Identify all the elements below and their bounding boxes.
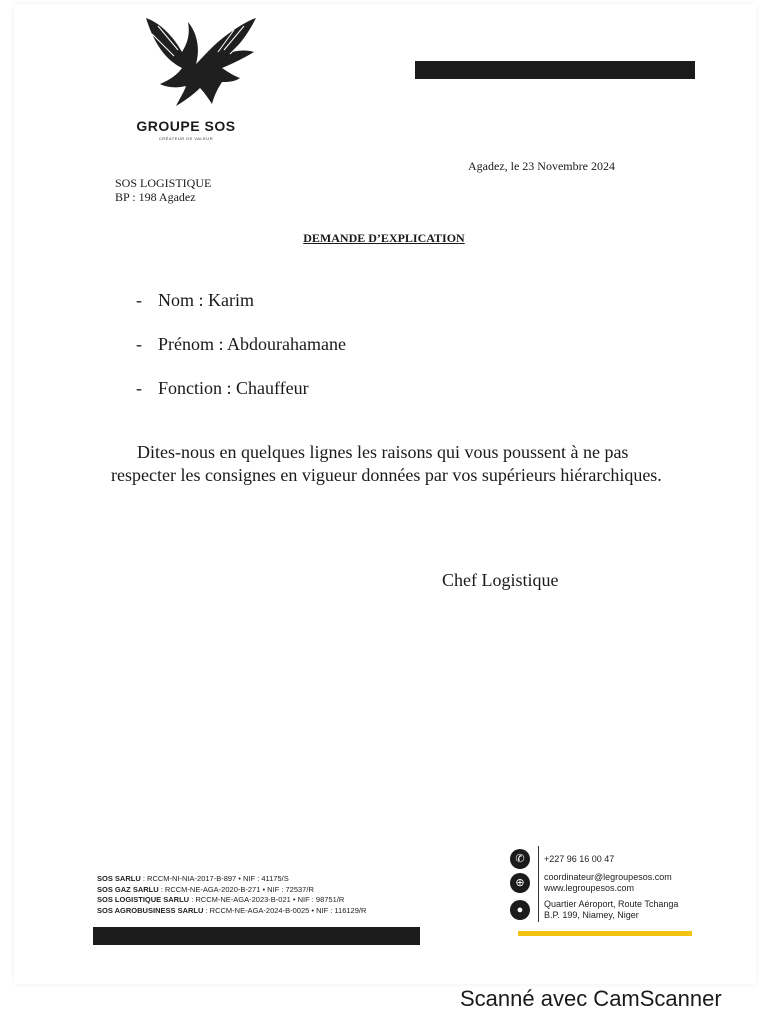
address-line-1: Quartier Aéroport, Route Tchanga xyxy=(544,899,679,909)
header-black-bar xyxy=(415,61,695,79)
field-fonction xyxy=(136,378,346,422)
company-name: SOS AGROBUSINESS SARLU xyxy=(97,905,204,915)
sender-name: SOS LOGISTIQUE xyxy=(115,176,212,190)
field-nom xyxy=(136,290,346,334)
field-text: Nom : Karim xyxy=(158,290,254,310)
company-registrations xyxy=(97,874,366,916)
company-info: : RCCM-NI-NIA-2017-B-897 • NIF : 41175/S xyxy=(142,874,289,883)
eagle-logo-icon xyxy=(138,12,262,116)
company-name: SOS GAZ SARLU xyxy=(97,884,159,894)
phone-icon: ✆ xyxy=(510,849,530,869)
field-dash: - xyxy=(136,334,142,354)
globe-icon: ⊕ xyxy=(510,873,530,893)
brand-name: GROUPE SOS xyxy=(136,118,236,134)
company-line xyxy=(97,874,366,885)
field-dash: - xyxy=(136,290,142,310)
location-pin-icon: ● xyxy=(510,900,530,920)
footer-accent-bar xyxy=(518,931,692,936)
field-text: Prénom : Abdourahamane xyxy=(158,334,346,354)
employee-fields xyxy=(136,290,346,422)
contact-phone xyxy=(510,849,614,869)
email-text: coordinateur@legroupesos.com xyxy=(544,872,672,882)
field-text: Fonction : Chauffeur xyxy=(158,378,309,398)
contact-web xyxy=(510,872,672,894)
company-info: : RCCM-NE-AGA-2023-B-021 • NIF : 98751/R xyxy=(191,895,345,904)
company-line xyxy=(97,906,366,917)
phone-number: +227 96 16 00 47 xyxy=(544,853,615,864)
brand-tagline: CRÉATEUR DE VALEUR xyxy=(158,136,214,141)
field-prenom xyxy=(136,334,346,378)
company-info: : RCCM-NE-AGA-2024-B-0025 • NIF : 116129/R xyxy=(205,905,367,915)
sender-address: BP : 198 Agadez xyxy=(115,190,196,204)
document-title: DEMANDE D’EXPLICATION xyxy=(303,231,465,245)
company-line xyxy=(97,885,366,896)
camscanner-watermark: Scanné avec CamScanner xyxy=(460,986,722,1011)
website-text: www.legroupesos.com xyxy=(544,883,635,893)
contact-address xyxy=(510,899,678,921)
address-line-2: B.P. 199, Niamey, Niger xyxy=(544,910,639,920)
sender-block xyxy=(115,176,211,204)
company-name: SOS LOGISTIQUE SARLU xyxy=(97,895,190,904)
body-paragraph: Dites-nous en quelques lignes les raisons qui vous poussent à ne pas respecter les consignes en vigueur données par vos supérieurs hiérarchiques. xyxy=(111,442,662,485)
field-dash: - xyxy=(136,378,142,398)
document-page xyxy=(14,4,756,984)
company-line xyxy=(97,895,366,906)
footer-black-bar xyxy=(93,927,420,945)
signature-title: Chef Logistique xyxy=(442,570,559,590)
date-line: Agadez, le 23 Novembre 2024 xyxy=(468,159,615,173)
company-name: SOS SARLU xyxy=(97,874,141,883)
company-info: : RCCM-NE-AGA-2020-B-271 • NIF : 72537/R xyxy=(160,884,314,894)
